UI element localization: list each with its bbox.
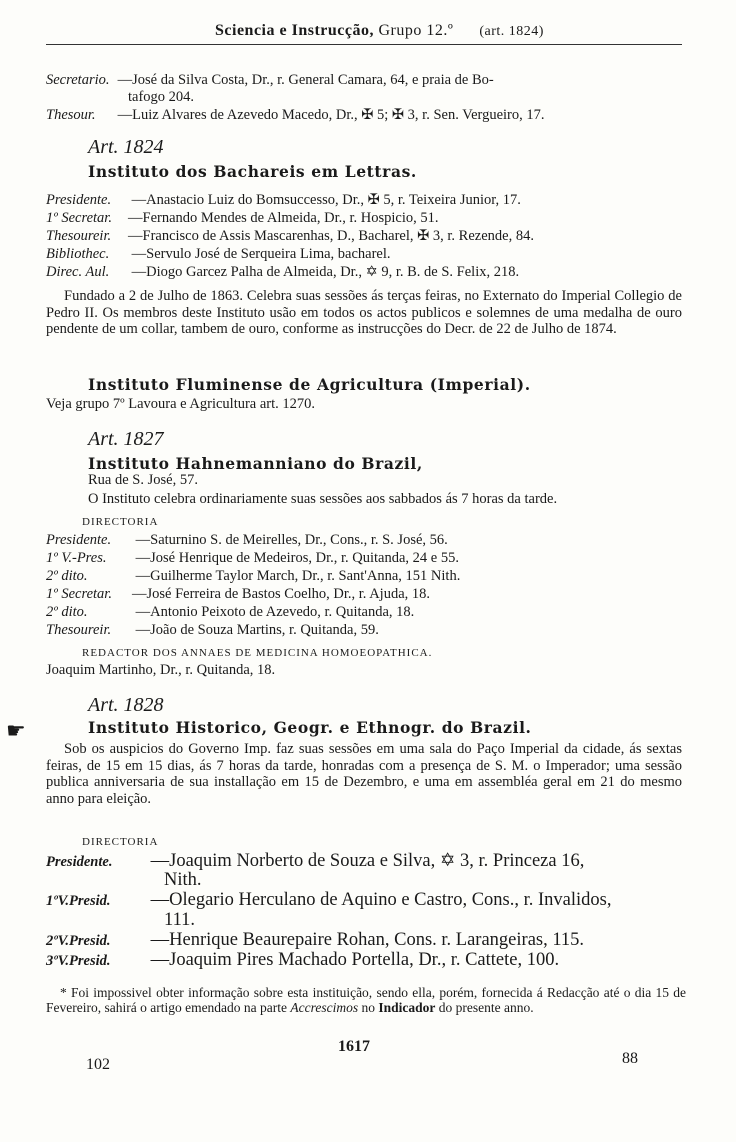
cross-reference: Veja grupo 7º Lavoura e Agricultura art. 1270. — [46, 396, 316, 412]
member-text: —João de Souza Martins, r. Quitanda, 59. — [132, 622, 379, 638]
list-item — [46, 192, 521, 209]
article-title: Instituto Fluminense de Agricultura (Imperial). — [88, 375, 531, 394]
member-text: —Guilherme Taylor March, Dr., r. Sant'Anna, 151 Nith. — [132, 568, 461, 584]
role-label: 1ºV.Presid. — [46, 893, 111, 909]
footnote: * Foi impossivel obter informação sobre esta instituição, sendo ella, porém, fornecida á Redacção até o dia 15 de Fevereiro, sahirá o artigo emendado na parte Accrescimos no Indicador do presente anno. — [46, 985, 686, 1015]
article-title: Instituto dos Bachareis em Lettras. — [88, 162, 417, 181]
list-item-continuation: Nith. — [164, 870, 202, 890]
role-label: 2ºV.Presid. — [46, 933, 111, 949]
role-label: 1º Secretar. — [46, 586, 112, 602]
list-item — [46, 890, 612, 911]
address: Rua de S. José, 57. — [88, 472, 198, 488]
article-title: Instituto Hahnemanniano do Brazil, — [88, 454, 423, 473]
article-paragraph: Sob os auspicios do Governo Imp. faz suas sessões em uma sala do Paço Imperial da cidade, ás sextas feiras, de 15 em 15 dias, ás 7 horas da tarde, honradas com a presença de S. M. o Imperador; uma sessão publica anniversaria de sua installação em 15 de Dezembro, e uma em assembléa geral em 21 do mesmo anno para eleição. — [46, 741, 682, 807]
page-number-center: 1617 — [338, 1038, 370, 1055]
list-item — [46, 107, 544, 124]
redactor-name: Joaquim Martinho, Dr., r. Quitanda, 18. — [46, 662, 276, 678]
page-number-right: 88 — [622, 1050, 638, 1067]
list-item-continuation: 111. — [164, 910, 196, 930]
directory-label: DIRECTORIA — [82, 516, 159, 528]
member-text: —Henrique Beaurepaire Rohan, Cons. r. Larangeiras, 115. — [146, 930, 585, 950]
pointing-hand-icon: ☛ — [6, 718, 26, 743]
member-text: —José Ferreira de Bastos Coelho, Dr., r. Ajuda, 18. — [132, 586, 431, 602]
member-text: —José Henrique de Medeiros, Dr., r. Quitanda, 24 e 55. — [132, 550, 459, 566]
role-label: Direc. Aul. — [46, 264, 110, 280]
running-header — [215, 22, 544, 40]
list-item — [46, 850, 584, 872]
article-heading: Art. 1828 — [88, 694, 164, 716]
list-item — [46, 930, 584, 951]
page-number-left: 102 — [86, 1056, 110, 1073]
role-label: Presidente. — [46, 532, 112, 548]
member-text: —Saturnino S. de Meirelles, Dr., Cons., r. S. José, 56. — [132, 532, 448, 548]
role-label: Secretario. — [46, 72, 110, 88]
member-text: —Joaquim Norberto de Souza e Silva, ✡ 3, r. Princeza 16, — [146, 851, 585, 871]
member-text: —Anastacio Luiz do Bomsuccesso, Dr., ✠ 5, r. Teixeira Junior, 17. — [128, 192, 521, 208]
role-label: 1º Secretar. — [46, 210, 112, 226]
role-label: 1º V.-Pres. — [46, 550, 107, 566]
member-text: —Luiz Alvares de Azevedo Macedo, Dr., ✠ 5; ✠ 3, r. Sen. Vergueiro, 17. — [114, 107, 545, 123]
list-item — [46, 568, 460, 585]
role-label: Presidente. — [46, 854, 113, 870]
list-item — [46, 622, 379, 639]
member-text: —Servulo José de Serqueira Lima, bacharel. — [128, 246, 391, 262]
role-label: Thesour. — [46, 107, 96, 123]
member-text: —Diogo Garcez Palha de Almeida, Dr., ✡ 9, r. B. de S. Felix, 218. — [128, 264, 520, 280]
role-label: 2º dito. — [46, 568, 88, 584]
list-item — [46, 532, 448, 549]
list-item — [46, 72, 494, 89]
member-text: —Joaquim Pires Machado Portella, Dr., r. Cattete, 100. — [146, 950, 560, 970]
list-item — [46, 246, 391, 263]
article-title: Instituto Historico, Geogr. e Ethnogr. do Brazil. — [88, 718, 532, 737]
article-heading: Art. 1824 — [88, 136, 164, 158]
session-info: O Instituto celebra ordinariamente suas sessões aos sabbados ás 7 horas da tarde. — [88, 491, 558, 507]
role-label: Thesoureir. — [46, 228, 112, 244]
role-label: Presidente. — [46, 192, 112, 208]
member-text: tafogo 204. — [128, 89, 195, 105]
article-heading: Art. 1827 — [88, 428, 164, 450]
header-rule — [46, 44, 682, 45]
role-label: 2º dito. — [46, 604, 88, 620]
article-paragraph: Fundado a 2 de Julho de 1863. Celebra suas sessões ás terças feiras, no Externato do Imperial Collegio de Pedro II. Os membros deste Instituto usão em todos os actos publicos e solemnes de uma medalha de ouro pendente de um collar, tambem de ouro, conforme as instrucções do Decr. de 22 de Julho de 1874. — [46, 288, 682, 337]
list-item — [46, 550, 459, 567]
list-item — [46, 264, 519, 281]
list-item — [46, 228, 534, 245]
role-label: 3ºV.Presid. — [46, 953, 111, 969]
header-group: Grupo 12.º — [373, 22, 454, 39]
header-art-ref: (art. 1824) — [479, 24, 544, 39]
role-label: Bibliothec. — [46, 246, 110, 262]
list-item — [46, 586, 430, 603]
member-text: —Antonio Peixoto de Azevedo, r. Quitanda, 18. — [132, 604, 415, 620]
member-text: —Olegario Herculano de Aquino e Castro, Cons., r. Invalidos, — [146, 890, 612, 910]
member-text: —Francisco de Assis Mascarenhas, D., Bacharel, ✠ 3, r. Rezende, 84. — [128, 228, 534, 244]
member-text: —José da Silva Costa, Dr., r. General Camara, 64, e praia de Bo- — [114, 72, 494, 88]
header-title: Sciencia e Instrucção, — [215, 22, 374, 39]
member-text: —Fernando Mendes de Almeida, Dr., r. Hospicio, 51. — [128, 210, 439, 226]
list-item — [46, 210, 439, 227]
role-label: Thesoureir. — [46, 622, 112, 638]
list-item — [46, 604, 414, 621]
list-item — [46, 950, 559, 971]
directory-label: DIRECTORIA — [82, 836, 159, 848]
list-item — [128, 89, 194, 106]
redactor-label: REDACTOR DOS ANNAES DE MEDICINA HOMOEOPATHICA. — [82, 647, 433, 659]
